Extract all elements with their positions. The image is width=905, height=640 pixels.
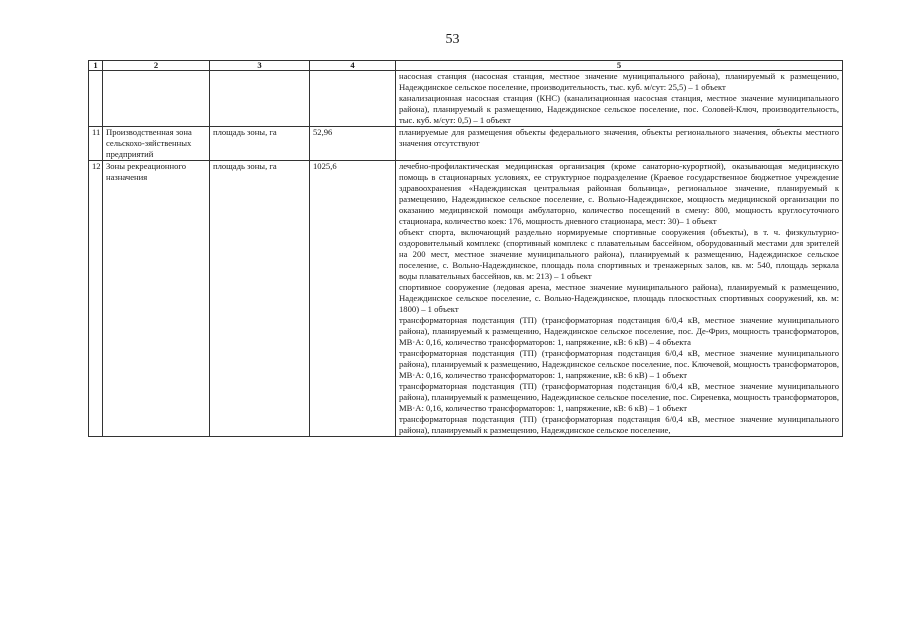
zone-name (103, 71, 210, 127)
object-description: трансформаторная подстанция (ТП) (трансформаторная подстанция 6/0,4 кВ, местное значение муниципального района), планируемый к размещению, Надеждинское сельское поселение, пос. Сиреневка, мощность трансформаторов, МВ·А: 0,16, количество трансформаторов: 1, напряжение, кВ: 6 кВ) – 1 объект (399, 381, 839, 413)
object-description: спортивное сооружение (ледовая арена, местное значение муниципального района), планируемый к размещению, Надеждинское сельское поселение, с. Вольно-Надеждинское, площадь плоскостных спортивных сооружений, кв. м: 1800) – 1 объект (399, 282, 839, 314)
parameter-name: площадь зоны, га (210, 161, 310, 437)
table-row (89, 161, 843, 437)
column-header: 4 (310, 61, 396, 71)
column-header: 1 (89, 61, 103, 71)
object-description: лечебно-профилактическая медицинская организация (кроме санаторно-курортной), оказывающая медицинскую помощь в стационарных условиях, ее структурное подразделение (Краевое государственное бюджетное учреждение здравоохранения «Надеждинская центральная районная больница», региональное значение, планируемый к размещению, Надеждинское сельское поселение, с. Вольно-Надеждинское, мощность медицинской организации по оказанию медицинской помощи амбулаторно, количество посещений в смену: 800, мощность круглосуточного стационара, количество коек: 176, мощность дневного стационара, мест: 30)– 1 объект (399, 161, 839, 226)
planned-objects-table (88, 60, 843, 437)
column-header: 2 (103, 61, 210, 71)
object-description: трансформаторная подстанция (ТП) (трансформаторная подстанция 6/0,4 кВ, местное значение муниципального района), планируемый к размещению, Надеждинское сельское поселение, пос. Де-Фриз, мощность трансформаторов, МВ·А: 0,16, количество трансформаторов: 1, напряжение, кВ: 6 кВ) – 4 объекта (399, 315, 839, 347)
parameter-name (210, 71, 310, 127)
object-description: объект спорта, включающий раздельно нормируемые спортивные сооружения (объекты), в т. ч. физкультурно-оздоровительный комплекс (спортивный комплекс с плавательным бассейном, оборудованный местами для зрителей на 200 мест, местное значение муниципального района), планируемый к размещению, Надеждинское сельское поселение, с. Вольно-Надеждинское, площадь пола спортивных и тренажерных залов, кв. м: 540, площадь зеркала воды плавательных бассейнов, кв. м: 213) – 1 объект (399, 227, 839, 281)
column-header: 5 (396, 61, 843, 71)
object-description: канализационная насосная станция (КНС) (канализационная насосная станция, местное значение муниципального района), планируемый к размещению, Надеждинское сельское поселение, пос. Соловей-Ключ, производительность, тыс. куб. м/сут: 0,5) – 1 объект (399, 93, 839, 125)
row-number: 11 (89, 127, 103, 161)
row-number: 12 (89, 161, 103, 437)
table-row (89, 71, 843, 127)
object-description: планируемые для размещения объекты федерального значения, объекты регионального значения, объекты местного значения отсутствуют (399, 127, 839, 148)
table-row (89, 127, 843, 161)
parameter-value (310, 71, 396, 127)
object-description: трансформаторная подстанция (ТП) (трансформаторная подстанция 6/0,4 кВ, местное значение муниципального района), планируемый к размещению, Надеждинское сельское поселение, (399, 414, 839, 435)
table-header-row (89, 61, 843, 71)
parameter-name: площадь зоны, га (210, 127, 310, 161)
column-header: 3 (210, 61, 310, 71)
zone-name: Производственная зона сельскохо-зяйственных предприятий (103, 127, 210, 161)
zone-name: Зоны рекреационного назначения (103, 161, 210, 437)
parameter-value: 1025,6 (310, 161, 396, 437)
parameter-value: 52,96 (310, 127, 396, 161)
page-number: 53 (445, 32, 460, 47)
object-description: насосная станция (насосная станция, местное значение муниципального района), планируемый к размещению, Надеждинское сельское поселение, производительность, тыс. куб. м/сут: 25,5) – 1 объект (399, 71, 839, 92)
planned-objects-cell (396, 161, 843, 437)
row-number (89, 71, 103, 127)
planned-objects-cell (396, 71, 843, 127)
planned-objects-cell (396, 127, 843, 161)
object-description: трансформаторная подстанция (ТП) (трансформаторная подстанция 6/0,4 кВ, местное значение муниципального района), планируемый к размещению, Надеждинское сельское поселение, пос. Ключевой, мощность трансформаторов, МВ·А: 0,16, количество трансформаторов: 1, напряжение, кВ: 6 кВ) – 1 объект (399, 348, 839, 380)
